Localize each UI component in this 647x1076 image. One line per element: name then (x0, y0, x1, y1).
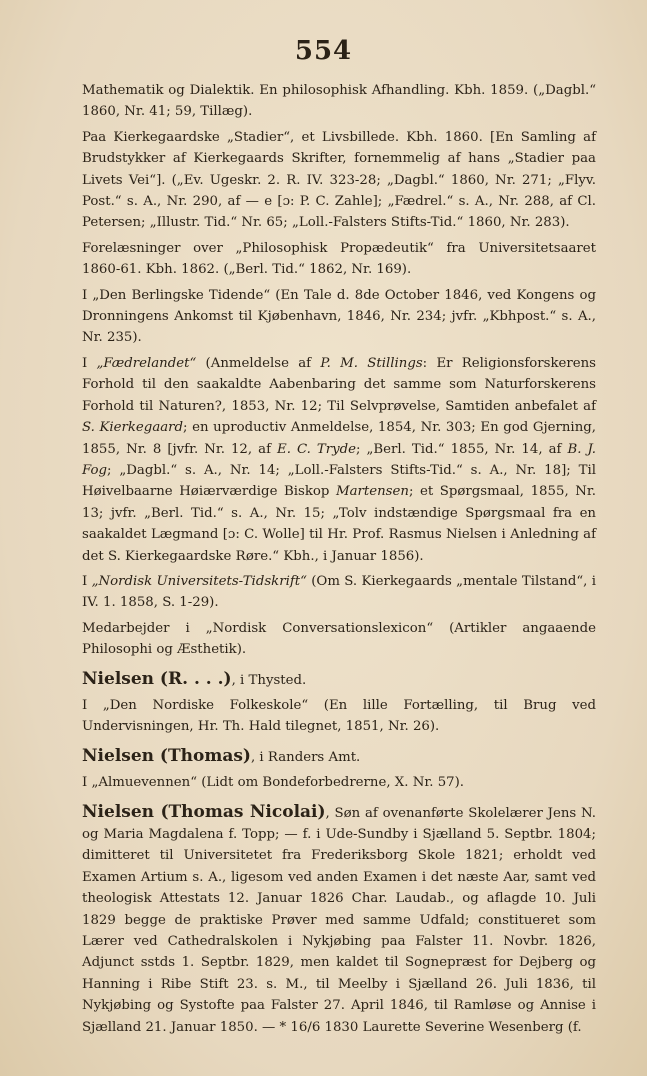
entry-medarbejder: Medarbejder i „Nordisk Conversationslexicon“ (Artikler angaaende Philosophi og Æsthetik). (82, 620, 596, 658)
entry-kierkegaardske-stadier: Paa Kierkegaardske „Stadier“, et Livsbillede. Kbh. 1860. [En Samling af Brudstykker af Kierkegaards Skrifter, fornemmelig af hans „Stadier paa Livets Vei“]. („Ev. Ugeskr. 2. R. IV. 323-28; „Dagbl.“ 1860, Nr. 271; „Flyv. Post.“ s. A., Nr. 290, af — e [ɔ: P. C. Zahle]; „Fædrel.“ s. A., Nr. 288, af Cl. Petersen; „Illustr. Tid.“ Nr. 65; „Loll.-Falsters Stifts-Tid.“ 1860, Nr. 283). (82, 129, 596, 231)
author-name: Nielsen (Thomas Nicolai) (82, 801, 326, 822)
page-content (82, 80, 596, 1042)
entry-faedrelandet: I „Fædrelandet“ (Anmeldelse af P. M. Stillings: Er Religionsforskerens Forhold til den saakaldte Aabenbaring det samme som Naturforskerens Forhold til Naturen?, 1853, Nr. 12; Til Selvprøvelse, Samtiden anbefalet af S. Kierkegaard; en uproductiv Anmeldelse, 1854, Nr. 303; En god Gjerning, 1855, Nr. 8 [jvfr. Nr. 12, af E. C. Tryde; „Berl. Tid.“ 1855, Nr. 14, af B. J. Fog; „Dagbl.“ s. A., Nr. 14; „Loll.-Falsters Stifts-Tid.“ s. A., Nr. 18]; Til Høivelbaarne Høiærværdige Biskop Martensen; et Spørgsmaal, 1855, Nr. 13; jvfr. „Berl. Tid.“ s. A., Nr. 15; „Tolv indstændige Spørgsmaal fra en saakaldet Lægmand [ɔ: C. Wolle] til Hr. Prof. Rasmus Nielsen i Anledning af det S. Kierkegaardske Røre.“ Kbh., i Januar 1856). (82, 355, 596, 564)
heading-nielsen-r: Nielsen (R. . . .), i Thysted. (82, 668, 307, 689)
entry-mathematik: Mathematik og Dialektik. En philosophisk Afhandling. Kbh. 1859. („Dagbl.“ 1860, Nr. 41; 59, Tillæg). (82, 83, 596, 120)
faedrelandet-title: „Fædrelandet“ (96, 355, 197, 371)
entry-nielsen-thomas-nicolai (82, 802, 596, 1038)
entry-almuevennen: I „Almuevennen“ (Lidt om Bondeforbedrerne, X. Nr. 57). (82, 775, 465, 791)
entry-nordisk-universitets-tidskrift: I „Nordisk Universitets-Tidskrift“ (Om S. Kierkegaards „mentale Tilstand“, i IV. 1. 1858, S. 1-29). (82, 573, 596, 611)
nordisk-title: „Nordisk Universitets-Tidskrift“ (91, 573, 307, 589)
entry-forelaesninger: Forelæsninger over „Philosophisk Propædeutik“ fra Universitetsaaret 1860-61. Kbh. 1862. („Berl. Tid.“ 1862, Nr. 169). (82, 240, 596, 278)
entry-nordiske-folkeskole: I „Den Nordiske Folkeskole“ (En lille Fortælling, til Brug ved Undervisningen, Hr. Th. Hald tilegnet, 1851, Nr. 26). (82, 697, 596, 735)
heading-nielsen-thomas: Nielsen (Thomas), i Randers Amt. (82, 745, 361, 766)
biography-text: , Søn af ovenanførte Skolelærer Jens N. og Maria Magdalena f. Topp; — f. i Ude-Sundby i Sjælland 5. Septbr. 1804; dimitteret til Universitetet fra Frederiksborg Skole 1821; erholdt ved Examen Artium s. A., ligesom ved anden Examen i det næste Aar, samt ved theologisk Attestats 12. Januar 1826 Char. Laudab., og aflagde 10. Juli 1829 begge de praktiske Prøver med samme Udfald; constitueret som Lærer ved Cathedralskolen i Nykjøbing paa Falster 11. Novbr. 1826, Adjunct sstds 1. Septbr. 1829, men kaldet til Sognepræst for Dejberg og Hanning i Ribe Stift 23. s. M., til Meelby i Sjælland 26. Juli 1836, til Nykjøbing og Systofte paa Falster 27. April 1846, til Ramløse og Annise i Sjælland 21. Januar 1850. — * 16/6 1830 Laurette Severine Wesenberg (f. (82, 805, 596, 1035)
page-number: 554 (294, 36, 353, 66)
entry-berlingske-tidende: I „Den Berlingske Tidende“ (En Tale d. 8de October 1846, ved Kongens og Dronningens Ankomst til Kjøbenhavn, 1846, Nr. 234; jvfr. „Kbhpost.“ s. A., Nr. 235). (82, 287, 596, 346)
author-name: Nielsen (R. . . .) (82, 668, 232, 689)
author-name: Nielsen (Thomas) (82, 745, 251, 766)
